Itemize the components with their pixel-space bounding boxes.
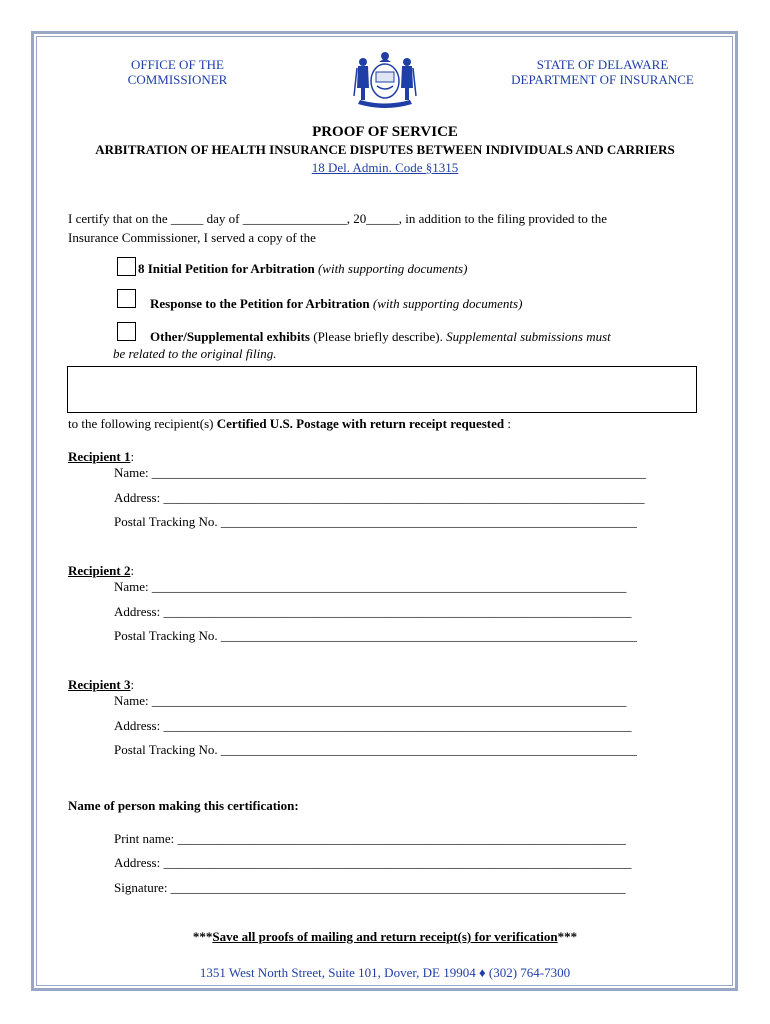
recipient-3-name-field[interactable]: Name: _________________________________________________________________________	[114, 693, 627, 708]
response-petition-label	[150, 296, 522, 312]
department-header	[495, 57, 710, 87]
recipient-3-address-field[interactable]: Address: ________________________________________________________________________	[114, 718, 632, 733]
office-line-1: OFFICE OF THE	[131, 57, 224, 72]
recipients-intro-prefix: to the following recipient(s)	[68, 416, 214, 431]
recipient-1-heading: Recipient 1	[68, 449, 131, 464]
delaware-seal-icon	[350, 48, 420, 112]
recipient-1-address-field[interactable]: Address: __________________________________________________________________________	[114, 490, 645, 505]
recipient-2-address-field[interactable]: Address: ________________________________________________________________________	[114, 604, 632, 619]
certifier-heading: Name of person making this certification:	[68, 798, 299, 813]
code-citation-link[interactable]: 18 Del. Admin. Code §1315	[311, 160, 459, 175]
office-header	[110, 57, 245, 87]
supplemental-description-field[interactable]	[67, 366, 697, 413]
supplemental-exhibits-instruction: (Please briefly describe).	[313, 329, 443, 344]
page-title: PROOF OF SERVICE	[312, 124, 458, 140]
save-note-suffix: ***	[557, 929, 578, 944]
recipient-2-tracking-field[interactable]: Postal Tracking No. ________________________________________________________________	[114, 628, 637, 643]
recipients-intro-suffix: :	[504, 416, 512, 431]
certifier-address-field[interactable]: Address: ________________________________________________________________________	[114, 855, 632, 870]
recipient-2-heading-row: Recipient 2:	[68, 563, 135, 578]
supplemental-exhibits-label	[150, 329, 611, 345]
recipient-1-tracking-field[interactable]: Postal Tracking No. ________________________________________________________________	[114, 514, 637, 529]
supplemental-exhibits-title: Other/Supplemental exhibits	[150, 329, 310, 344]
initial-petition-title: Initial Petition for Arbitration	[147, 261, 315, 276]
save-proofs-note	[0, 929, 770, 945]
supplemental-exhibits-checkbox[interactable]	[117, 322, 136, 341]
initial-petition-note: (with supporting documents)	[317, 261, 468, 276]
initial-petition-label	[113, 261, 467, 277]
recipient-2-name-field[interactable]: Name: _________________________________________________________________________	[114, 579, 627, 594]
recipient-2-heading: Recipient 2	[68, 563, 131, 578]
certify-line-2: Insurance Commissioner, I served a copy of the	[68, 230, 316, 245]
footer-address: 1351 West North Street, Suite 101, Dover, DE 19904 ♦ (302) 764-7300	[199, 965, 571, 980]
recipient-1-heading-row: Recipient 1:	[68, 449, 135, 464]
supplemental-exhibits-note: Supplemental submissions must	[446, 329, 611, 344]
office-line-2: COMMISSIONER	[127, 72, 228, 87]
response-petition-checkbox[interactable]	[117, 289, 136, 308]
save-note-prefix: ***	[192, 929, 213, 944]
department-line-2: DEPARTMENT OF INSURANCE	[511, 72, 694, 87]
certifier-print-name-field[interactable]: Print name: _____________________________________________________________________	[114, 831, 627, 846]
supplemental-exhibits-note-2: be related to the original filing.	[113, 346, 277, 361]
recipient-1-name-field[interactable]: Name: ____________________________________________________________________________	[114, 465, 646, 480]
recipient-3-heading-row: Recipient 3:	[68, 677, 135, 692]
code-citation-row	[0, 159, 770, 177]
certify-line-1: I certify that on the _____ day of ________________, 20_____, in addition to the filing provided to the	[68, 211, 608, 226]
certifier-signature-field[interactable]: Signature: ______________________________________________________________________	[114, 880, 626, 895]
recipient-3-tracking-field[interactable]: Postal Tracking No. ________________________________________________________________	[114, 742, 637, 757]
recipients-intro-method: Certified U.S. Postage with return receipt requested	[216, 416, 505, 431]
save-note-text: Save all proofs of mailing and return receipt(s) for verification	[212, 929, 558, 944]
recipient-3-heading: Recipient 3	[68, 677, 131, 692]
response-petition-title: Response to the Petition for Arbitration	[150, 296, 370, 311]
initial-petition-glyph: 8	[138, 261, 145, 276]
recipients-intro	[68, 416, 511, 432]
department-line-1: STATE OF DELAWARE	[536, 57, 669, 72]
page-subtitle: ARBITRATION OF HEALTH INSURANCE DISPUTES BETWEEN INDIVIDUALS AND CARRIERS	[95, 142, 675, 157]
response-petition-note: (with supporting documents)	[372, 296, 523, 311]
